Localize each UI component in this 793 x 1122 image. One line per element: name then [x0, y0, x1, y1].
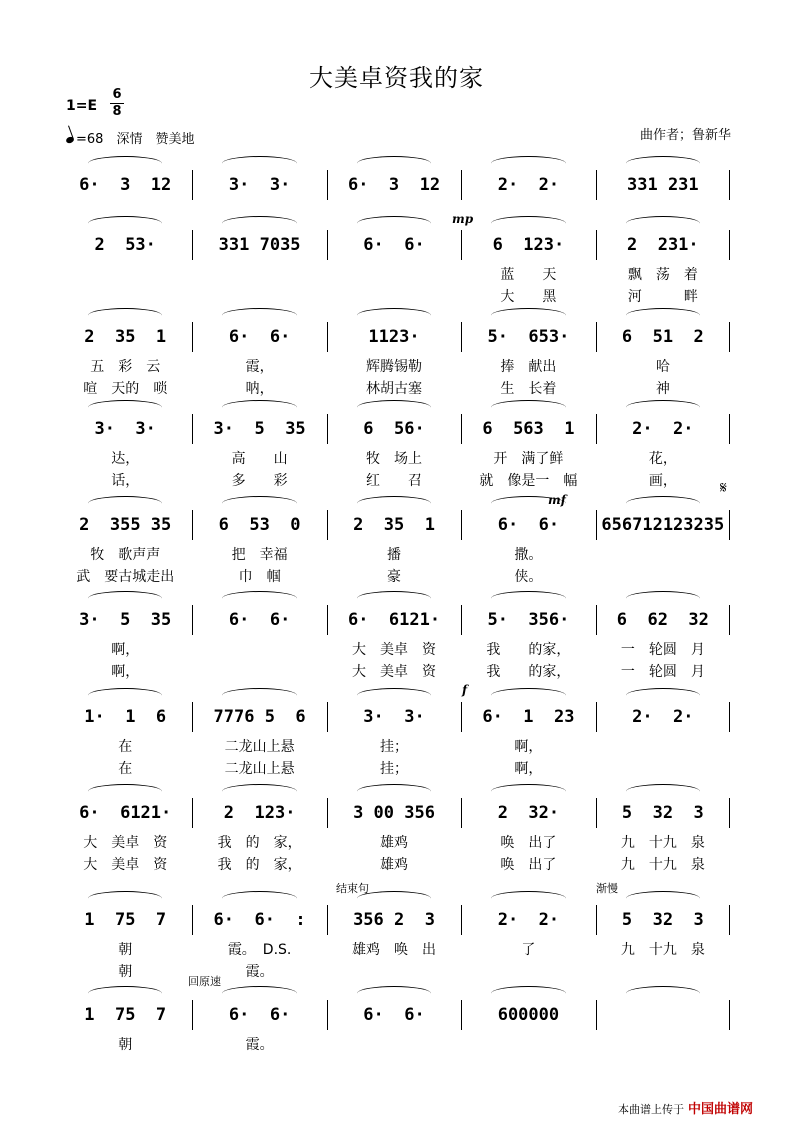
measure: 1123· — [368, 327, 420, 347]
slur — [626, 891, 700, 906]
bar-line — [596, 905, 597, 935]
measure: 2· 2· — [632, 707, 694, 727]
slur — [222, 591, 296, 606]
lyric: 大 美卓 资 — [352, 642, 437, 658]
bar-line — [729, 170, 730, 200]
measure: 6· 3 12 — [347, 175, 441, 195]
bar-line — [596, 1000, 597, 1030]
slur — [491, 156, 565, 171]
bar-line — [461, 414, 462, 444]
bar-line — [596, 322, 597, 352]
measure: 6 53 0 — [218, 515, 301, 535]
slur — [626, 216, 700, 231]
measure: 7776 5 6 — [213, 707, 306, 727]
bar-line — [192, 1000, 193, 1030]
slur — [222, 400, 296, 415]
bar-line — [729, 414, 730, 444]
lyric: 一 轮圆 月 — [620, 642, 705, 658]
bar-line — [192, 798, 193, 828]
measure: 6 123· — [492, 235, 565, 255]
measure: 3· 5 35 — [79, 610, 172, 630]
lyric — [327, 264, 461, 284]
measure: 600000 — [497, 1005, 560, 1025]
bar-line — [729, 230, 730, 260]
lyric: 雄鸡 唤 出 — [352, 942, 437, 958]
lyric: 神 — [655, 381, 670, 397]
lyric: 啊， — [111, 664, 140, 680]
lyric: 九 十九 泉 — [620, 942, 705, 958]
slur — [491, 986, 565, 1001]
lyric — [461, 1034, 595, 1054]
bar-line — [461, 605, 462, 635]
lyric: 九 十九 泉 — [620, 835, 705, 851]
time-sig-bottom: 8 — [112, 104, 122, 119]
lyric: 霞。 D.S. — [227, 942, 292, 958]
slur — [88, 216, 162, 231]
measure: 3· 3· — [228, 175, 291, 195]
lyric: 大 美卓 资 — [352, 664, 437, 680]
lyric: 高 山 — [231, 451, 288, 467]
measure: 6 51 2 — [621, 327, 704, 347]
lyric — [327, 961, 461, 981]
lyric: 飘 荡 着 — [627, 267, 698, 283]
lyric: 红 召 — [366, 473, 423, 489]
bar-line — [729, 798, 730, 828]
bar-line — [327, 702, 328, 732]
lyric — [596, 544, 730, 564]
score-row — [58, 893, 730, 979]
slur — [222, 308, 296, 323]
lyric — [58, 286, 192, 306]
measure: 6 56· — [363, 419, 425, 439]
lyrics-line — [58, 939, 730, 959]
lyric — [596, 758, 730, 778]
slur — [88, 496, 162, 511]
slur — [88, 891, 162, 906]
lyrics-line — [58, 736, 730, 756]
lyric: 开 满了鲜 — [493, 451, 564, 467]
lyric: 大 美卓 资 — [83, 857, 168, 873]
measure: 3· 5 35 — [213, 419, 306, 439]
score-row — [58, 690, 730, 776]
lyrics-line — [58, 1034, 730, 1054]
measure: 6· 6· — [228, 610, 291, 630]
measure: 3· 3· — [94, 419, 156, 439]
lyric — [192, 286, 326, 306]
lyric: 蓝 天 — [500, 267, 557, 283]
measure: 2· 2· — [497, 175, 560, 195]
lyric: 巾 帼 — [238, 569, 281, 585]
lyric: 我 的家， — [486, 642, 571, 658]
lyric: 我 的家， — [486, 664, 571, 680]
bar-line — [192, 230, 193, 260]
measure: 2 231· — [627, 235, 699, 255]
key-signature: 1=E — [66, 98, 98, 114]
lyric: 我 的 家， — [217, 857, 302, 873]
lyrics-line — [58, 356, 730, 376]
measure: 656712123235 — [601, 515, 725, 535]
ending-label: 结束句 — [336, 882, 369, 895]
slur — [357, 308, 431, 323]
bar-line — [596, 798, 597, 828]
measure: 2· 2· — [632, 419, 694, 439]
measure: 1 75 7 — [84, 910, 167, 930]
bar-line — [327, 605, 328, 635]
lyric: 牧 场上 — [366, 451, 423, 467]
lyric: 辉腾锡勒 — [366, 359, 423, 375]
lyric: 朝 — [118, 942, 133, 958]
lyrics-line — [58, 661, 730, 681]
notes-line — [58, 170, 730, 200]
footer — [618, 1098, 753, 1117]
lyric — [596, 566, 730, 586]
lyric — [58, 264, 192, 284]
lyric: 唤 出了 — [500, 835, 557, 851]
measure: 5· 356· — [487, 610, 570, 630]
time-signature — [110, 88, 124, 119]
quarter-note-icon — [65, 135, 75, 143]
lyric: 霞。 — [245, 964, 274, 980]
bar-line — [596, 414, 597, 444]
bar-line — [192, 702, 193, 732]
bar-line — [596, 170, 597, 200]
lyric: 林胡古塞 — [366, 381, 423, 397]
bar-line — [327, 322, 328, 352]
lyric: 一 轮圆 月 — [620, 664, 705, 680]
footer-text: 本曲谱上传于 — [617, 1103, 684, 1116]
score-row — [58, 310, 730, 396]
lyric: 九 十九 泉 — [620, 857, 705, 873]
measure: 6· 6· — [228, 1005, 291, 1025]
dynamic-f: f — [462, 683, 468, 697]
notes-line — [58, 322, 730, 352]
slur — [491, 891, 565, 906]
slur — [222, 986, 296, 1001]
lyric: 牧 歌声声 — [90, 547, 161, 563]
notes-line — [58, 905, 730, 935]
lyrics-line — [58, 286, 730, 306]
slur — [357, 400, 431, 415]
lyric: 话， — [111, 473, 140, 489]
lyric: 多 彩 — [231, 473, 288, 489]
slur — [491, 400, 565, 415]
lyric: 啊， — [514, 761, 543, 777]
bar-line — [596, 230, 597, 260]
lyric: 霞， — [245, 359, 274, 375]
measure: 6 62 32 — [616, 610, 709, 630]
lyric: 五 彩 云 — [90, 359, 161, 375]
lyric: 霞。 — [245, 1037, 274, 1053]
lyrics-line — [58, 378, 730, 398]
slur — [222, 688, 296, 703]
measure: 2 35 1 — [353, 515, 435, 535]
bar-line — [461, 322, 462, 352]
lyric: 挂； — [380, 761, 409, 777]
lyrics-line — [58, 448, 730, 468]
slur — [88, 308, 162, 323]
bar-line — [327, 170, 328, 200]
notes-line — [58, 798, 730, 828]
lyric: 了 — [521, 942, 536, 958]
lyrics-line — [58, 544, 730, 564]
slur — [491, 216, 565, 231]
lyric: 喧 天的 唢 — [83, 381, 168, 397]
bar-line — [461, 170, 462, 200]
slur — [222, 891, 296, 906]
measure: 6· 6121· — [79, 803, 172, 823]
bar-line — [729, 322, 730, 352]
lyric: 生 长着 — [500, 381, 557, 397]
lyric — [596, 736, 730, 756]
lyric: 达， — [111, 451, 140, 467]
measure: 6· 3 12 — [79, 175, 172, 195]
lyric: 啊， — [514, 739, 543, 755]
lyric: 朝 — [118, 1037, 133, 1053]
lyric — [327, 286, 461, 306]
notes-line — [58, 1000, 730, 1030]
slur — [626, 688, 700, 703]
bar-line — [461, 1000, 462, 1030]
lyrics-line — [58, 961, 730, 981]
notes-line — [58, 414, 730, 444]
measure: 1· 1 6 — [84, 707, 167, 727]
score-row — [58, 593, 730, 679]
lyric — [192, 639, 326, 659]
bar-line — [461, 702, 462, 732]
slur — [626, 784, 700, 799]
slur — [88, 784, 162, 799]
measure: 5· 653· — [487, 327, 570, 347]
notes-line — [58, 230, 730, 260]
slur — [357, 156, 431, 171]
lyric: 哈 — [655, 359, 670, 375]
lyric: 呐， — [245, 381, 274, 397]
lyric — [596, 961, 730, 981]
bar-line — [596, 605, 597, 635]
page-title: 大美卓资我的家 — [309, 64, 484, 92]
measure: 2 355 35 — [79, 515, 172, 535]
slur — [626, 496, 700, 511]
slur — [491, 784, 565, 799]
measure: 3· 3· — [363, 707, 425, 727]
slur — [626, 591, 700, 606]
bar-line — [729, 702, 730, 732]
time-sig-top: 6 — [112, 87, 122, 102]
bar-line — [192, 414, 193, 444]
measure: 2 32· — [497, 803, 560, 823]
lyric: 侠。 — [514, 569, 543, 585]
measure: 6· 6121· — [347, 610, 441, 630]
lyric — [327, 1034, 461, 1054]
slur — [88, 400, 162, 415]
measure: 1 75 7 — [84, 1005, 167, 1025]
lyric: 把 幸福 — [231, 547, 288, 563]
lyric: 二龙山上悬 — [224, 739, 295, 755]
measure: 2 35 1 — [84, 327, 167, 347]
slur — [88, 156, 162, 171]
slur — [88, 688, 162, 703]
slur — [357, 591, 431, 606]
slur — [357, 784, 431, 799]
bar-line — [461, 230, 462, 260]
bar-line — [192, 170, 193, 200]
slur — [357, 688, 431, 703]
lyric: 雄鸡 — [380, 835, 409, 851]
bar-line — [729, 605, 730, 635]
slur — [357, 496, 431, 511]
lyric: 大 美卓 资 — [83, 835, 168, 851]
footer-brand: 中国曲谱网 — [687, 1102, 753, 1117]
bar-line — [192, 605, 193, 635]
bar-line — [327, 510, 328, 540]
lyric: 啊， — [111, 642, 140, 658]
bar-line — [192, 510, 193, 540]
lyric — [461, 961, 595, 981]
score-row — [58, 402, 730, 488]
measure: 331 7035 — [218, 235, 301, 255]
slur — [626, 156, 700, 171]
lyric: 豪 — [387, 569, 402, 585]
measure: 6· 6· — [363, 1005, 425, 1025]
score-row — [58, 218, 730, 304]
measure: 5 32 3 — [621, 910, 704, 930]
slur — [88, 986, 162, 1001]
composer: 曲作者；鲁新华 — [639, 128, 731, 143]
bar-line — [327, 414, 328, 444]
score-row — [58, 498, 730, 584]
score-row — [58, 988, 730, 1074]
dynamic-mf: mf — [548, 493, 566, 507]
lyric: 唤 出了 — [500, 857, 557, 873]
bar-line — [596, 510, 597, 540]
notes-line — [58, 605, 730, 635]
measure: 6 563 1 — [482, 419, 575, 439]
measure: 356 2 3 — [353, 910, 435, 930]
lyrics-line — [58, 566, 730, 586]
bar-line — [327, 230, 328, 260]
lyric — [192, 661, 326, 681]
lyric: 挂； — [380, 739, 409, 755]
lyrics-line — [58, 832, 730, 852]
slur — [222, 156, 296, 171]
slur — [222, 496, 296, 511]
bar-line — [327, 905, 328, 935]
a-tempo-label: 回原速 — [188, 975, 221, 988]
measure: 2 123· — [223, 803, 296, 823]
bar-line — [327, 1000, 328, 1030]
measure: 331 231 — [627, 175, 699, 195]
lyric: 我 的 家， — [217, 835, 302, 851]
slur — [491, 308, 565, 323]
lyrics-line — [58, 264, 730, 284]
lyric: 撒。 — [514, 547, 543, 563]
bar-line — [596, 702, 597, 732]
measure: 6· 6· — [363, 235, 425, 255]
dynamic-mp: mp — [452, 212, 474, 226]
measure: 5 32 3 — [621, 803, 704, 823]
slur — [626, 400, 700, 415]
lyric: 河 畔 — [627, 289, 698, 305]
measure: 6· 6· — [497, 515, 560, 535]
ritardando-label: 渐慢 — [596, 882, 618, 895]
bar-line — [729, 905, 730, 935]
bar-line — [192, 905, 193, 935]
lyric: 雄鸡 — [380, 857, 409, 873]
lyric: 花， — [648, 451, 677, 467]
lyrics-line — [58, 758, 730, 778]
bar-line — [327, 798, 328, 828]
tempo-marking — [66, 128, 194, 147]
bar-line — [461, 905, 462, 935]
slur — [222, 784, 296, 799]
measure: 6· 6· : — [213, 910, 306, 930]
lyric: 就 像是一 幅 — [479, 473, 578, 489]
bar-line — [461, 798, 462, 828]
bar-line — [192, 322, 193, 352]
measure: 6· 6· — [228, 327, 291, 347]
bar-line — [729, 510, 730, 540]
lyric: 在 — [118, 739, 133, 755]
bar-line — [729, 1000, 730, 1030]
lyrics-line — [58, 854, 730, 874]
slur — [357, 216, 431, 231]
measure: 2· 2· — [497, 910, 560, 930]
score-row — [58, 786, 730, 872]
lyric: 朝 — [118, 964, 133, 980]
slur — [491, 688, 565, 703]
slur — [222, 216, 296, 231]
expression-text: 深情 赞美地 — [116, 132, 195, 147]
lyric: 武 要古城走出 — [76, 569, 175, 585]
measure: 2 53· — [94, 235, 156, 255]
notes-line — [58, 702, 730, 732]
measure: 3 00 356 — [353, 803, 435, 823]
lyric — [192, 264, 326, 284]
segno-icon: 𝄋 — [720, 478, 727, 497]
lyrics-line — [58, 639, 730, 659]
lyric: 画， — [648, 473, 677, 489]
lyrics-line — [58, 470, 730, 490]
slur — [491, 591, 565, 606]
measure: 6· 1 23 — [482, 707, 575, 727]
slur — [626, 308, 700, 323]
lyric: 大 黑 — [500, 289, 557, 305]
lyric — [596, 1034, 730, 1054]
lyric: 二龙山上悬 — [224, 761, 295, 777]
lyric: 捧 献出 — [500, 359, 557, 375]
tempo-value: =68 — [76, 132, 104, 147]
slur — [88, 591, 162, 606]
notes-line — [58, 510, 730, 540]
slur — [357, 986, 431, 1001]
bar-line — [461, 510, 462, 540]
lyric: 播 — [387, 547, 402, 563]
lyric: 在 — [118, 761, 133, 777]
slur — [626, 986, 700, 1001]
